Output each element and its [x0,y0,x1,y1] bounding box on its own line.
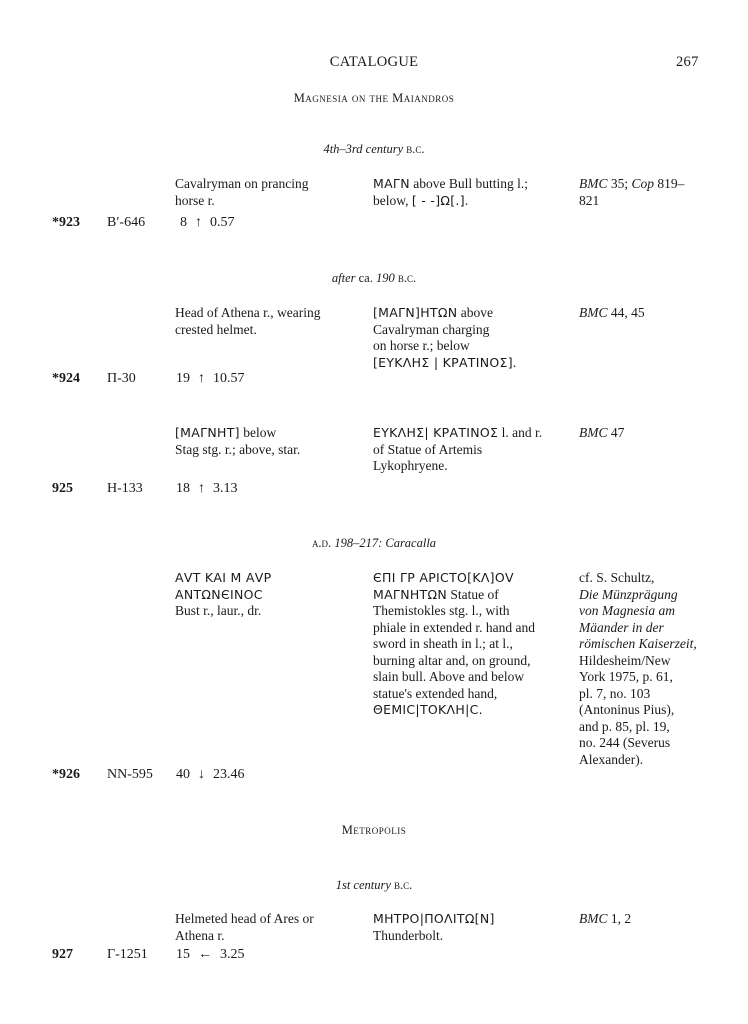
obverse-description: Cavalryman on prancing horse r. [175,176,309,208]
accession-reference: Γ-1251 [107,947,148,962]
catalogue-number: *923 [52,215,80,230]
reverse-description: ΜΑΓΝ above Bull butting l.; below, [ - -]Ω[.]. [373,176,528,208]
section-title-magnesia: Magnesia on the Maiandros [293,91,455,105]
catalogue-number: *924 [52,371,80,386]
obverse-description: [ΜΑΓΝΗΤ] below Stag stg. r.; above, star. [175,425,301,457]
die-axis-arrow-icon: ↓ [198,767,205,782]
coin-measurements: 40 ↓ 23.46 [176,767,245,782]
reverse-description: [ΜΑΓΝ]ΗΤΩΝ above Cavalryman charging on horse r.; below [ΕΥΚΛΗΣ | ΚΡΑΤΙΝΟΣ]. [373,305,517,370]
page-header-title: CATALOGUE [329,54,419,70]
bibliography: cf. S. Schultz, Die Münzprägung von Magnesia am Mäander in der römischen Kaiserzeit, Hildesheim/New York 1975, p. 61, pl. 7, no. 103 (Antoninus Pius), and p. 85, pl. 19, no. 244 (Severus Alexander). [579,570,697,767]
obverse-description: Head of Athena r., wearing crested helmet. [175,305,321,337]
catalogue-number: *926 [52,767,80,782]
page-number: 267 [676,54,699,70]
period-heading: 4th–3rd century b.c. [323,142,425,156]
coin-measurements: 8 ↑ 0.57 [180,215,235,230]
obverse-description: Helmeted head of Ares or Athena r. [175,911,314,943]
coin-measurements: 18 ↑ 3.13 [176,481,238,496]
die-axis-arrow-icon: ↑ [198,371,205,386]
bibliography: BMC 44, 45 [579,305,645,320]
catalogue-number: 927 [52,947,73,962]
section-title-metropolis: Metropolis [341,823,407,837]
reverse-description: ЄΠΙ ΓΡ ΑΡΙϹΤΟ[ΚΛ]ΟV ΜΑΓΝΗΤΩΝ Statue of Themistokles stg. l., with phiale in extended r. hand and sword in sheath in l.; at l., burning altar and, on ground, slain bull. Above and below statue's extended hand, ΘΕΜΙϹ|ΤΟΚΛΗ|Ϲ. [373,570,535,717]
die-axis-arrow-icon: ← [198,947,212,962]
period-heading: a.d. 198–217: Caracalla [311,536,437,550]
accession-reference: H-133 [107,481,143,496]
coin-measurements: 19 ↑ 10.57 [176,371,245,386]
accession-reference: NN-595 [107,767,153,782]
die-axis-arrow-icon: ↑ [195,215,202,230]
bibliography: BMC 47 [579,425,625,440]
reverse-description: ΕΥΚΛΗΣ| ΚΡΑΤΙΝΟΣ l. and r. of Statue of Artemis Lykophryene. [373,425,543,473]
obverse-description: ΑVΤ ΚΑΙ Μ ΑVΡ ΑΝΤΩΝЄΙΝΟϹ Bust r., laur., dr. [175,570,272,618]
die-axis-arrow-icon: ↑ [198,481,205,496]
accession-reference: Π-30 [107,371,136,386]
period-heading: after ca. 190 b.c. [331,271,417,285]
period-heading: 1st century b.c. [335,878,413,892]
reverse-description: ΜΗΤΡΟ|ΠΟΛΙΤΩ[Ν] Thunderbolt. [373,911,495,943]
accession-reference: B′-646 [107,215,146,230]
catalogue-number: 925 [52,481,73,496]
coin-measurements: 15 ← 3.25 [176,947,245,962]
bibliography: BMC 1, 2 [579,911,632,926]
bibliography: BMC 35; Cop 819– 821 [579,176,685,208]
